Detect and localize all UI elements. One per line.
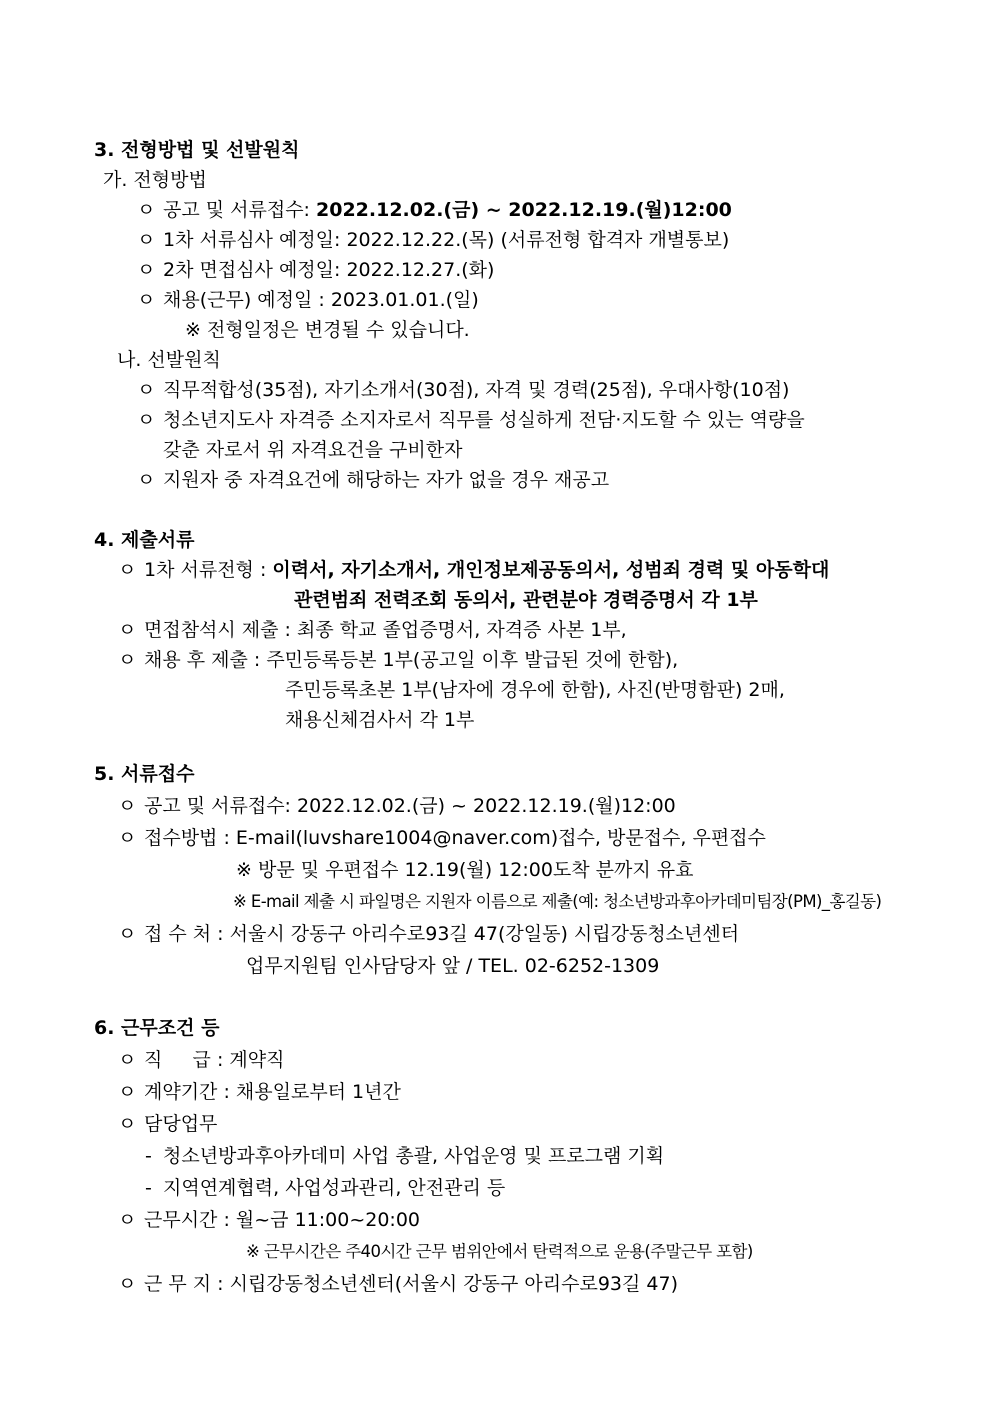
sub-item-text: 청소년방과후아카데미 사업 총괄, 사업운영 및 프로그램 기획 bbox=[163, 1145, 665, 1167]
item-text: 2차 면접심사 예정일: 2022.12.27.(화) bbox=[163, 259, 495, 281]
list-item bbox=[137, 376, 789, 404]
list-item bbox=[137, 256, 494, 284]
list-item bbox=[137, 466, 609, 494]
bullet-icon: ㅇ bbox=[118, 559, 137, 581]
list-item bbox=[118, 824, 766, 852]
note: ※ 전형일정은 변경될 수 있습니다. bbox=[185, 319, 470, 341]
item-text: 담당업무 bbox=[144, 1113, 218, 1135]
note: ※ 방문 및 우편접수 12.19(월) 12:00도착 분까지 유효 bbox=[236, 859, 694, 881]
list-item bbox=[137, 406, 805, 434]
item-continuation: 갖춘 자로서 위 자격요건을 구비한자 bbox=[163, 439, 463, 461]
list-item bbox=[118, 1270, 678, 1298]
bullet-icon: ㅇ bbox=[118, 1113, 137, 1135]
list-item bbox=[118, 1078, 401, 1106]
list-item bbox=[118, 556, 829, 584]
list-item bbox=[137, 286, 479, 314]
item-continuation: 주민등록초본 1부(남자에 경우에 한함), 사진(반명함판) 2매, bbox=[285, 679, 785, 701]
note: ※ 근무시간은 주40시간 근무 범위안에서 탄력적으로 운용(주말근무 포함) bbox=[246, 1242, 753, 1261]
dash-icon: - bbox=[145, 1145, 152, 1167]
section-3-title: 3. 전형방법 및 선발원칙 bbox=[94, 139, 300, 161]
list-item bbox=[118, 792, 676, 820]
bullet-icon: ㅇ bbox=[118, 1049, 137, 1071]
section-6-title: 6. 근무조건 등 bbox=[94, 1017, 220, 1039]
item-bold-docs: 이력서, 자기소개서, 개인정보제공동의서, 성범죄 경력 및 아동학대 bbox=[272, 559, 830, 581]
bullet-icon: ㅇ bbox=[137, 469, 156, 491]
item-text: 계약기간 : 채용일로부터 1년간 bbox=[144, 1081, 401, 1103]
item-text: 직 급 : 계약직 bbox=[144, 1049, 285, 1071]
bullet-icon: ㅇ bbox=[118, 1273, 137, 1295]
item-text: 면접참석시 제출 : 최종 학교 졸업증명서, 자격증 사본 1부, bbox=[144, 619, 627, 641]
list-item bbox=[137, 196, 732, 224]
bullet-icon: ㅇ bbox=[137, 229, 156, 251]
subsection-a-title: 가. 전형방법 bbox=[103, 169, 207, 191]
list-item bbox=[118, 1206, 420, 1234]
bullet-icon: ㅇ bbox=[118, 619, 137, 641]
item-bold-date: 2022.12.02.(금) ~ 2022.12.19.(월)12:00 bbox=[316, 199, 732, 221]
bullet-icon: ㅇ bbox=[137, 409, 156, 431]
sub-item-text: 지역연계협력, 사업성과관리, 안전관리 등 bbox=[163, 1177, 506, 1199]
item-continuation: 관련범죄 전력조회 동의서, 관련분야 경력증명서 각 1부 bbox=[294, 589, 758, 611]
list-item bbox=[118, 1110, 217, 1138]
bullet-icon: ㅇ bbox=[137, 379, 156, 401]
sub-list-item bbox=[145, 1142, 664, 1170]
item-text: 채용(근무) 예정일 : 2023.01.01.(일) bbox=[163, 289, 479, 311]
bullet-icon: ㅇ bbox=[118, 795, 137, 817]
section-4-title: 4. 제출서류 bbox=[94, 529, 195, 551]
list-item bbox=[137, 226, 729, 254]
item-prefix: 공고 및 서류접수: bbox=[163, 199, 316, 221]
dash-icon: - bbox=[145, 1177, 152, 1199]
list-item bbox=[118, 616, 627, 644]
bullet-icon: ㅇ bbox=[137, 199, 156, 221]
item-prefix: 1차 서류전형 : bbox=[144, 559, 273, 581]
item-text: 근 무 지 : 시립강동청소년센터(서울시 강동구 아리수로93길 47) bbox=[144, 1273, 679, 1295]
bullet-icon: ㅇ bbox=[118, 1209, 137, 1231]
section-5-title: 5. 서류접수 bbox=[94, 763, 195, 785]
item-text: 근무시간 : 월~금 11:00~20:00 bbox=[144, 1209, 420, 1231]
bullet-icon: ㅇ bbox=[118, 827, 137, 849]
bullet-icon: ㅇ bbox=[118, 1081, 137, 1103]
item-text: 접수방법 : E-mail(luvshare1004@naver.com)접수, 방문접수, 우편접수 bbox=[144, 827, 766, 849]
list-item bbox=[118, 920, 739, 948]
bullet-icon: ㅇ bbox=[118, 923, 137, 945]
item-continuation: 업무지원팀 인사담당자 앞 / TEL. 02-6252-1309 bbox=[246, 955, 660, 977]
note: ※ E-mail 제출 시 파일명은 지원자 이름으로 제출(예: 청소년방과후아카데미팀장(PM)_홍길동) bbox=[233, 892, 882, 911]
item-continuation: 채용신체검사서 각 1부 bbox=[285, 709, 475, 731]
sub-list-item bbox=[145, 1174, 505, 1202]
item-text: 공고 및 서류접수: 2022.12.02.(금) ~ 2022.12.19.(월)12:00 bbox=[144, 795, 676, 817]
item-text: 채용 후 제출 : 주민등록등본 1부(공고일 이후 발급된 것에 한함), bbox=[144, 649, 679, 671]
item-text: 청소년지도사 자격증 소지자로서 직무를 성실하게 전담·지도할 수 있는 역량을 bbox=[163, 409, 805, 431]
item-text: 1차 서류심사 예정일: 2022.12.22.(목) (서류전형 합격자 개별통보) bbox=[163, 229, 730, 251]
bullet-icon: ㅇ bbox=[137, 259, 156, 281]
subsection-b-title: 나. 선발원칙 bbox=[117, 349, 221, 371]
item-text: 지원자 중 자격요건에 해당하는 자가 없을 경우 재공고 bbox=[163, 469, 610, 491]
item-text: 직무적합성(35점), 자기소개서(30점), 자격 및 경력(25점), 우대사항(10점) bbox=[163, 379, 790, 401]
list-item bbox=[118, 646, 678, 674]
bullet-icon: ㅇ bbox=[137, 289, 156, 311]
item-text: 접 수 처 : 서울시 강동구 아리수로93길 47(강일동) 시립강동청소년센터 bbox=[144, 923, 740, 945]
list-item bbox=[118, 1046, 284, 1074]
bullet-icon: ㅇ bbox=[118, 649, 137, 671]
